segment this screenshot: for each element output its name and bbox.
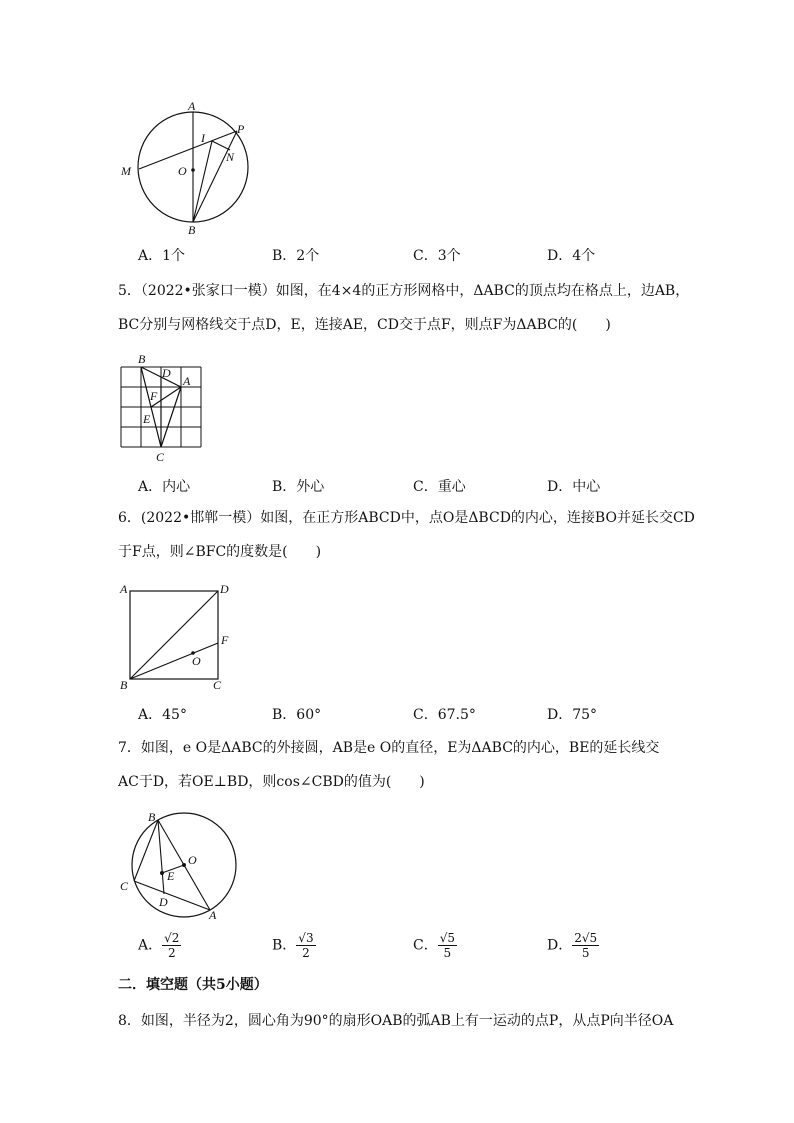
q7-option-c: C． $\frac{√5}{5}$ xyxy=(413,931,455,960)
q4-chord-mp xyxy=(139,131,237,169)
q7-stem-line1: 7．如图，e O是ΔABC的外接圆，AB是e O的直径，E为ΔABC的内心，BE的延长线交 xyxy=(118,740,660,756)
q4-option-d: D．4个 xyxy=(547,248,596,264)
q4-label-o: O xyxy=(178,164,187,178)
q6-stem-line1: 6．(2022•邯郸一模）如图，在正方形ABCD中，点O是ΔBCD的内心，连接BO并延长交CD xyxy=(118,510,695,526)
q4-option-b: B．2个 xyxy=(272,248,320,264)
q5-label-b: B xyxy=(138,352,146,366)
q7-option-a-fraction: $\frac{√2}{2}$ xyxy=(164,931,180,960)
q4-label-n: N xyxy=(226,150,235,164)
q4-label-i: I xyxy=(201,131,205,145)
q7-label-d: D xyxy=(159,895,168,909)
q7-point-e xyxy=(160,871,164,875)
q4-label-p: P xyxy=(237,122,245,136)
q6-stem-line2: 于F点，则∠BFC的度数是( ) xyxy=(118,544,322,560)
q7-option-d: D． $\frac{2√5}{5}$ xyxy=(547,931,598,960)
q7-label-a: A xyxy=(209,908,217,922)
q5-stem-line1: 5．（2022•张家口一模）如图，在4×4的正方形网格中，ΔABC的顶点均在格点上，边AB， xyxy=(118,283,690,299)
q7-side-ca xyxy=(134,881,210,910)
q6-option-d: D．75° xyxy=(547,707,598,723)
q4-option-c: C．3个 xyxy=(413,248,461,264)
q7-option-b: B． $\frac{√3}{2}$ xyxy=(272,931,314,960)
q7-label-e: E xyxy=(167,869,175,883)
q6-option-a: A．45° xyxy=(138,707,187,723)
q7-option-a: A． $\frac{√2}{2}$ xyxy=(138,931,180,960)
q6-label-f: F xyxy=(221,633,229,647)
q5-figure xyxy=(112,350,212,465)
q7-label-b: B xyxy=(148,810,156,824)
q7-option-d-fraction: $\frac{2√5}{5}$ xyxy=(574,931,598,960)
q4-segment-bi xyxy=(193,141,212,222)
q4-segment-in xyxy=(212,141,230,150)
q6-option-c: C．67.5° xyxy=(413,707,476,723)
q4-label-a: A xyxy=(188,99,196,113)
q5-label-a: A xyxy=(183,374,191,388)
q8-stem-line1: 8．如图，半径为2，圆心角为90°的扇形OAB的弧AB上有一运动的点P，从点P向半径OA xyxy=(118,1013,674,1029)
section-fill-in-title: 二．填空题（共5小题） xyxy=(118,977,268,993)
q7-figure xyxy=(112,805,252,925)
q4-label-b: B xyxy=(188,223,196,237)
q5-option-b: B．外心 xyxy=(272,479,325,495)
q6-diagonal-bd xyxy=(130,591,218,679)
q4-label-m: M xyxy=(121,164,131,178)
q6-option-b: B．60° xyxy=(272,707,322,723)
q7-label-o: O xyxy=(188,853,197,867)
q6-label-a: A xyxy=(120,582,128,596)
q5-label-f: F xyxy=(150,389,158,403)
q6-segment-bf xyxy=(130,643,218,679)
q4-figure xyxy=(110,95,270,240)
q4-center-dot xyxy=(191,168,195,172)
q6-label-o: O xyxy=(192,654,201,668)
q7-point-o xyxy=(182,863,186,867)
q7-segment-bd xyxy=(158,820,164,894)
q5-option-d: D．中心 xyxy=(547,479,601,495)
q6-label-b: B xyxy=(120,678,128,692)
q4-option-a: A．1个 xyxy=(138,248,186,264)
q7-option-c-fraction: $\frac{√5}{5}$ xyxy=(439,931,455,960)
q5-label-d: D xyxy=(162,366,171,380)
q6-figure xyxy=(112,577,242,697)
q5-option-a: A．内心 xyxy=(138,479,191,495)
q5-stem-line2: BC分别与网格线交于点D，E，连接AE，CD交于点F，则点F为ΔABC的( ) xyxy=(118,317,611,333)
q6-label-d: D xyxy=(220,582,229,596)
q5-option-c: C．重心 xyxy=(413,479,466,495)
q5-label-e: E xyxy=(143,412,151,426)
q7-stem-line2: AC于D，若OE⊥BD，则cos∠CBD的值为( ) xyxy=(118,774,425,790)
q7-option-b-fraction: $\frac{√3}{2}$ xyxy=(298,931,314,960)
q6-label-c: C xyxy=(213,678,222,692)
q5-label-c: C xyxy=(156,450,165,464)
q7-label-c: C xyxy=(120,879,129,893)
q4-segment-bp xyxy=(193,131,237,222)
